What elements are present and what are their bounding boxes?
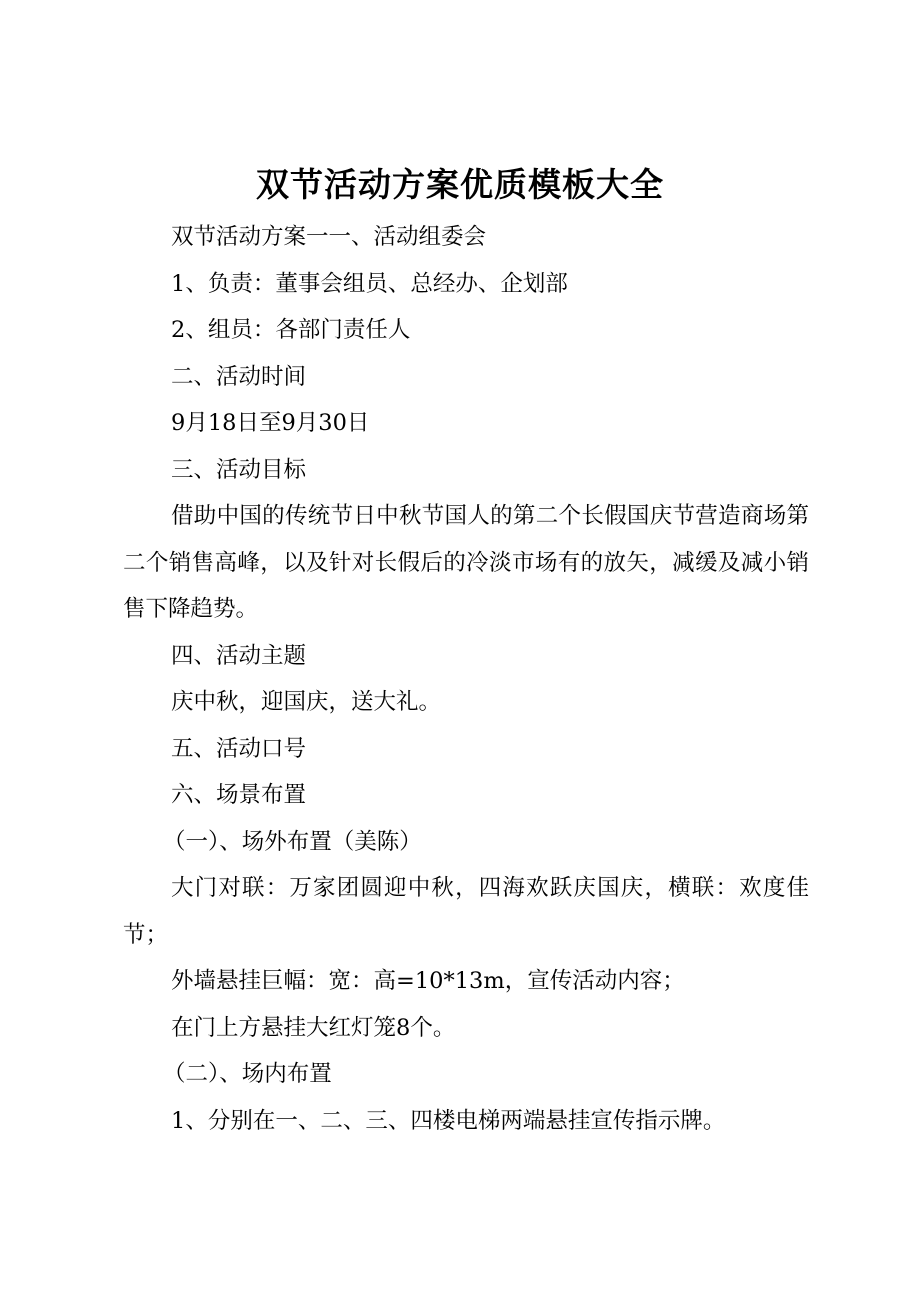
heading-activity-theme: 四、活动主题 <box>171 642 307 669</box>
subheading-outdoor-layout: （一）、场外布置（美陈） <box>163 828 422 855</box>
heading-activity-slogan: 五、活动口号 <box>171 735 307 762</box>
paragraph-plan-intro: 双节活动方案一一、活动组委会 <box>171 224 487 250</box>
paragraph-responsible: 1、负责：董事会组员、总经办、企划部 <box>171 270 568 297</box>
paragraph-elevator-signs: 1、分别在一、二、三、四楼电梯两端悬挂宣传指示牌。 <box>171 1107 726 1134</box>
paragraph-wall-banner: 外墙悬挂巨幅：宽：高=10*13m，宣传活动内容； <box>171 968 685 994</box>
subheading-indoor-layout: （二）、场内布置 <box>163 1061 332 1087</box>
paragraph-date-range: 9月18日至9月30日 <box>171 410 370 436</box>
document-title: 双节活动方案优质模板大全 <box>256 165 664 204</box>
paragraph-members: 2、组员：各部门责任人 <box>171 317 411 343</box>
paragraph-lanterns: 在门上方悬挂大红灯笼8个。 <box>171 1014 456 1041</box>
document-body <box>123 214 809 1144</box>
paragraph-goal-text: 借助中国的传统节日中秋节国人的第二个长假国庆节营造商场第二个销售高峰，以及针对长假后的冷淡市场有的放矢，减缓及减小销售下降趋势。 <box>123 503 809 622</box>
heading-activity-time: 二、活动时间 <box>171 363 307 390</box>
paragraph-theme-text: 庆中秋，迎国庆，送大礼。 <box>171 689 442 715</box>
heading-activity-goal: 三、活动目标 <box>171 456 307 483</box>
heading-scene-layout: 六、场景布置 <box>171 782 307 808</box>
paragraph-gate-couplet: 大门对联：万家团圆迎中秋，四海欢跃庆国庆，横联：欢度佳节； <box>123 875 809 948</box>
